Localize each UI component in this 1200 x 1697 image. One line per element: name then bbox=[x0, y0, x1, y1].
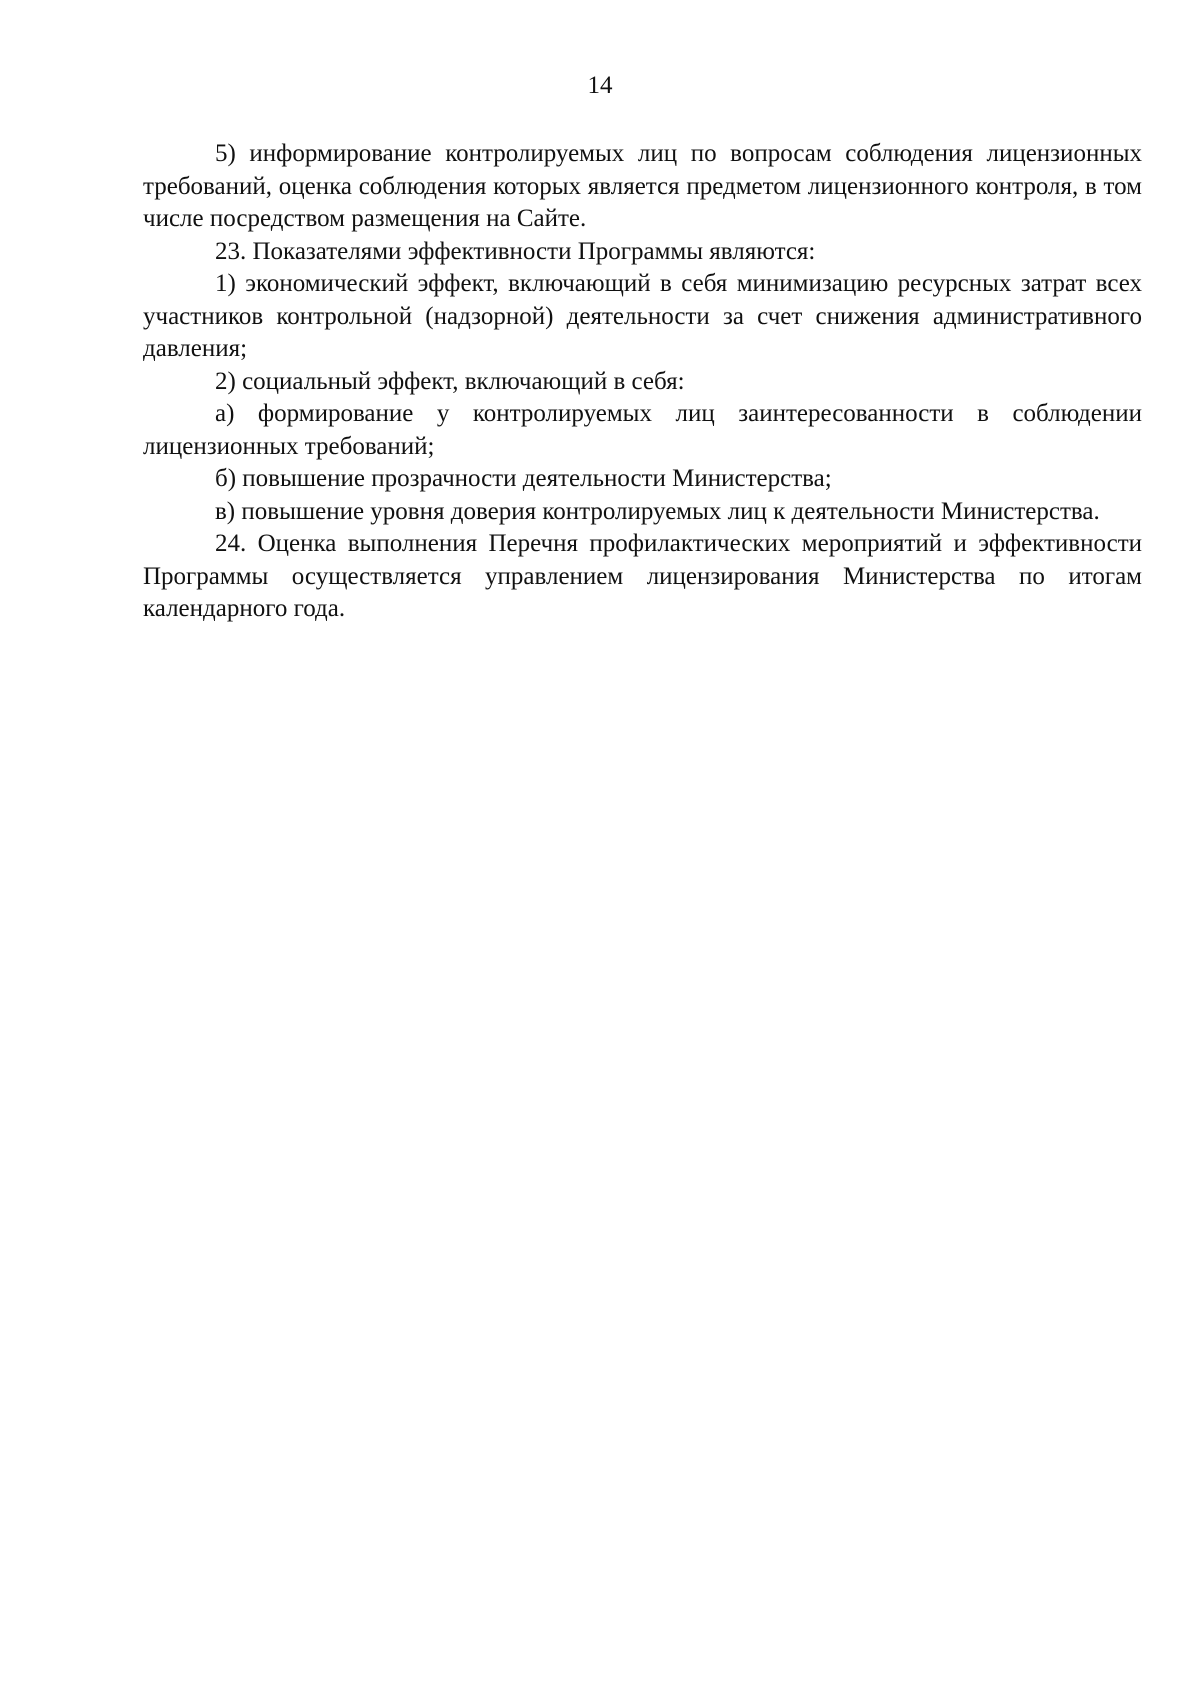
paragraph-item-1: 1) экономический эффект, включающий в себя минимизацию ресурсных затрат всех участников контрольной (надзорной) деятельности за счет снижения административного давления; bbox=[143, 270, 1142, 362]
paragraph-subitem-v: в) повышение уровня доверия контролируемых лиц к деятельности Министерства. bbox=[215, 497, 1100, 525]
page-number: 14 bbox=[587, 72, 613, 99]
paragraph-subitem-a: а) формирование у контролируемых лиц заинтересованности в соблюдении лицензионных требований; bbox=[143, 400, 1142, 460]
paragraph-24: 24. Оценка выполнения Перечня профилактических мероприятий и эффективности Программы осуществляется управлением лицензирования Министерства по итогам календарного года. bbox=[143, 530, 1142, 622]
document-body bbox=[143, 138, 1142, 626]
paragraph-item-2: 2) социальный эффект, включающий в себя: bbox=[215, 367, 685, 395]
paragraph-subitem-b: б) повышение прозрачности деятельности Министерства; bbox=[215, 465, 832, 492]
paragraph-23-heading: 23. Показателями эффективности Программы являются: bbox=[215, 237, 816, 265]
paragraph-item-5: 5) информирование контролируемых лиц по вопросам соблюдения лицензионных требований, оценка соблюдения которых является предметом лицензионного контроля, в том числе посредством размещения на Сайте. bbox=[143, 140, 1142, 232]
